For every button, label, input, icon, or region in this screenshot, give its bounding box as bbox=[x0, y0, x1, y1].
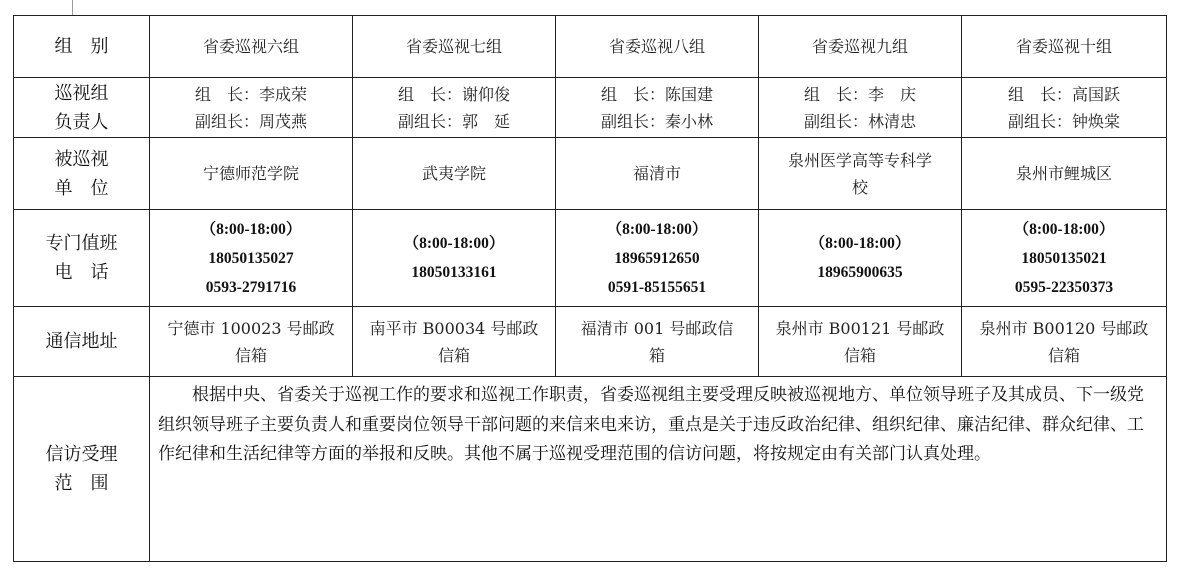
address-4: 泉州市 B00121 号邮政 信箱 bbox=[759, 307, 962, 377]
row-address bbox=[14, 307, 1167, 377]
phone-2: （8:00-18:00） 18050133161 bbox=[353, 210, 556, 307]
unit-5: 泉州市鲤城区 bbox=[962, 138, 1167, 210]
group-5: 省委巡视十组 bbox=[962, 16, 1167, 78]
page-corner-mark bbox=[72, 0, 73, 16]
leader-4: 组 长：李 庆 副组长：林清忠 bbox=[759, 78, 962, 138]
label-phone: 专门值班 电 话 bbox=[14, 210, 150, 307]
row-group bbox=[14, 16, 1167, 78]
row-scope bbox=[14, 377, 1167, 562]
leader-2: 组 长：谢仰俊 副组长：郭 延 bbox=[353, 78, 556, 138]
group-1: 省委巡视六组 bbox=[150, 16, 353, 78]
inspection-table bbox=[13, 15, 1167, 562]
phone-3: （8:00-18:00） 18965912650 0591-85155651 bbox=[556, 210, 759, 307]
group-4: 省委巡视九组 bbox=[759, 16, 962, 78]
unit-4: 泉州医学高等专科学 校 bbox=[759, 138, 962, 210]
address-2: 南平市 B00034 号邮政 信箱 bbox=[353, 307, 556, 377]
label-scope: 信访受理 范 围 bbox=[14, 377, 150, 562]
unit-2: 武夷学院 bbox=[353, 138, 556, 210]
leader-5: 组 长：高国跃 副组长：钟焕棠 bbox=[962, 78, 1167, 138]
row-phone bbox=[14, 210, 1167, 307]
row-leader bbox=[14, 78, 1167, 138]
group-2: 省委巡视七组 bbox=[353, 16, 556, 78]
label-group: 组 别 bbox=[14, 16, 150, 78]
phone-4: （8:00-18:00） 18965900635 bbox=[759, 210, 962, 307]
address-1: 宁德市 100023 号邮政 信箱 bbox=[150, 307, 353, 377]
leader-3: 组 长：陈国建 副组长：秦小林 bbox=[556, 78, 759, 138]
phone-1: （8:00-18:00） 18050135027 0593-2791716 bbox=[150, 210, 353, 307]
label-unit: 被巡视 单 位 bbox=[14, 138, 150, 210]
label-address: 通信地址 bbox=[14, 307, 150, 377]
unit-3: 福清市 bbox=[556, 138, 759, 210]
unit-1: 宁德师范学院 bbox=[150, 138, 353, 210]
scope-text: 根据中央、省委关于巡视工作的要求和巡视工作职责，省委巡视组主要受理反映被巡视地方、单位领导班子及其成员、下一级党组织领导班子主要负责人和重要岗位领导干部问题的来信来电来访，重点是关于违反政治纪律、组织纪律、廉洁纪律、群众纪律、工作纪律和生活纪律等方面的举报和反映。其他不属于巡视受理范围的信访问题，将按规定由有关部门认真处理。 bbox=[150, 377, 1167, 562]
address-5: 泉州市 B00120 号邮政 信箱 bbox=[962, 307, 1167, 377]
phone-5: （8:00-18:00） 18050135021 0595-22350373 bbox=[962, 210, 1167, 307]
row-unit bbox=[14, 138, 1167, 210]
address-3: 福清市 001 号邮政信 箱 bbox=[556, 307, 759, 377]
label-leader: 巡视组 负责人 bbox=[14, 78, 150, 138]
group-3: 省委巡视八组 bbox=[556, 16, 759, 78]
leader-1: 组 长：李成荣 副组长：周茂燕 bbox=[150, 78, 353, 138]
